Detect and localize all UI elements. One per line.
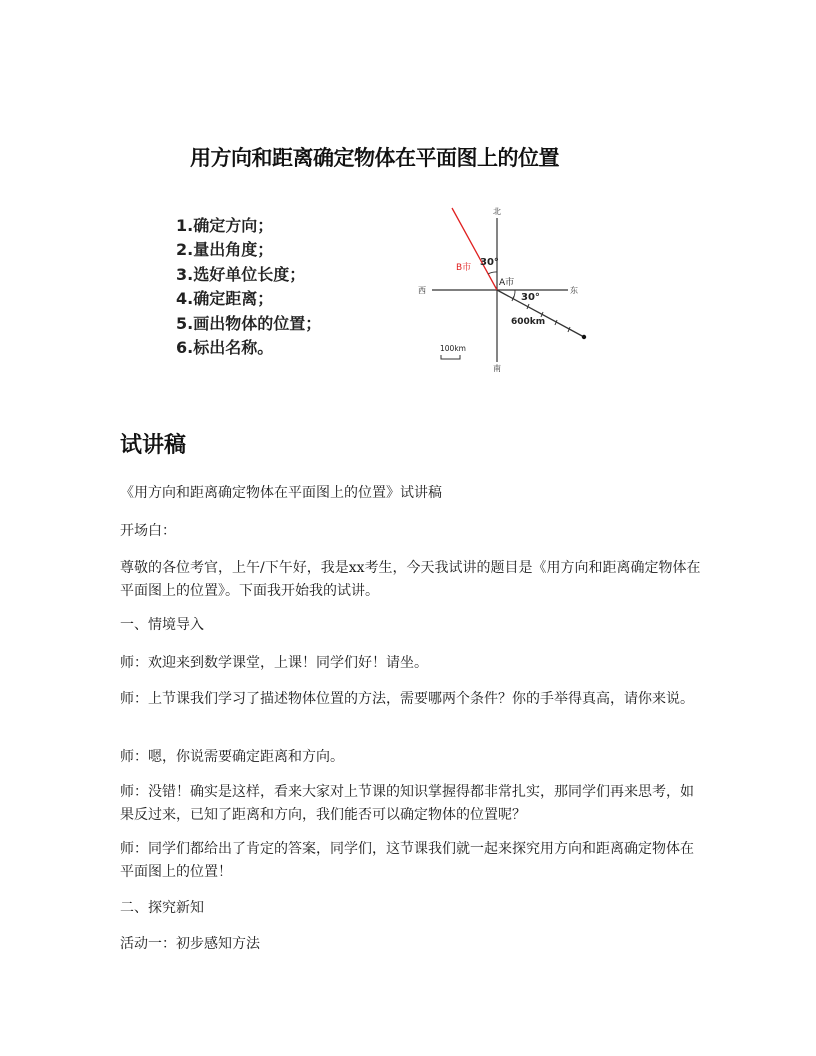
- paragraph: 师：嗯，你说需要确定距离和方向。: [120, 749, 344, 765]
- scale-label: 100km: [440, 344, 466, 353]
- paragraph: 二、探究新知: [120, 900, 204, 916]
- angle-arc-a: [513, 290, 515, 299]
- angle-arc-b: [488, 272, 497, 274]
- angle-a-label: 30°: [521, 292, 540, 303]
- scale-bar: [441, 355, 460, 359]
- destination-point: [582, 335, 586, 339]
- paragraph: 活动一：初步感知方法: [120, 936, 260, 952]
- line-to-destination: [497, 290, 584, 337]
- paragraph: 师：没错！确实是这样，看来大家对上节课的知识掌握得都非常扎实，那同学们再来思考，如果反过来，已知了距离和方向，我们能否可以确定物体的位置呢？: [120, 784, 694, 823]
- distance-label: 600km: [511, 317, 546, 327]
- paragraph: 师：同学们都给出了肯定的答案，同学们，这节课我们就一起来探究用方向和距离确定物体在平面图上的位置！: [120, 841, 694, 880]
- paragraph: 尊敬的各位考官，上午/下午好，我是xx考生，今天我试讲的题目是《用方向和距离确定物体在平面图上的位置》。下面我开始我的试讲。: [120, 560, 701, 599]
- document-heading: 试讲稿: [120, 433, 187, 458]
- direction-diagram: [410, 200, 610, 380]
- west-label: 西: [418, 286, 426, 295]
- step-item: 2.量出角度；: [176, 240, 274, 260]
- north-label: 北: [493, 207, 501, 216]
- paragraph: 师：上节课我们学习了描述物体位置的方法，需要哪两个条件？你的手举得真高，请你来说。: [120, 691, 694, 707]
- angle-b-label: 30°: [480, 257, 499, 268]
- point-a-label: A市: [499, 278, 515, 288]
- paragraph: 师：欢迎来到数学课堂，上课！同学们好！请坐。: [120, 655, 428, 671]
- point-b-label: B市: [456, 263, 472, 273]
- paragraph: 一、情境导入: [120, 617, 204, 633]
- south-label: 南: [493, 364, 501, 373]
- steps-list: [176, 214, 321, 360]
- step-item: 4.确定距离；: [176, 289, 274, 309]
- step-item: 1.确定方向；: [176, 216, 274, 235]
- step-item: 3.选好单位长度；: [176, 264, 306, 284]
- line-to-b: [452, 208, 497, 290]
- slide-title: 用方向和距离确定物体在平面图上的位置: [190, 146, 559, 170]
- step-item: 5.画出物体的位置；: [176, 313, 322, 333]
- document-body: [120, 482, 702, 962]
- paragraph: 开场白：: [120, 523, 176, 539]
- east-label: 东: [570, 286, 578, 295]
- paragraph: 《用方向和距离确定物体在平面图上的位置》试讲稿: [120, 485, 442, 501]
- step-item: 6.标出名称。: [176, 337, 274, 357]
